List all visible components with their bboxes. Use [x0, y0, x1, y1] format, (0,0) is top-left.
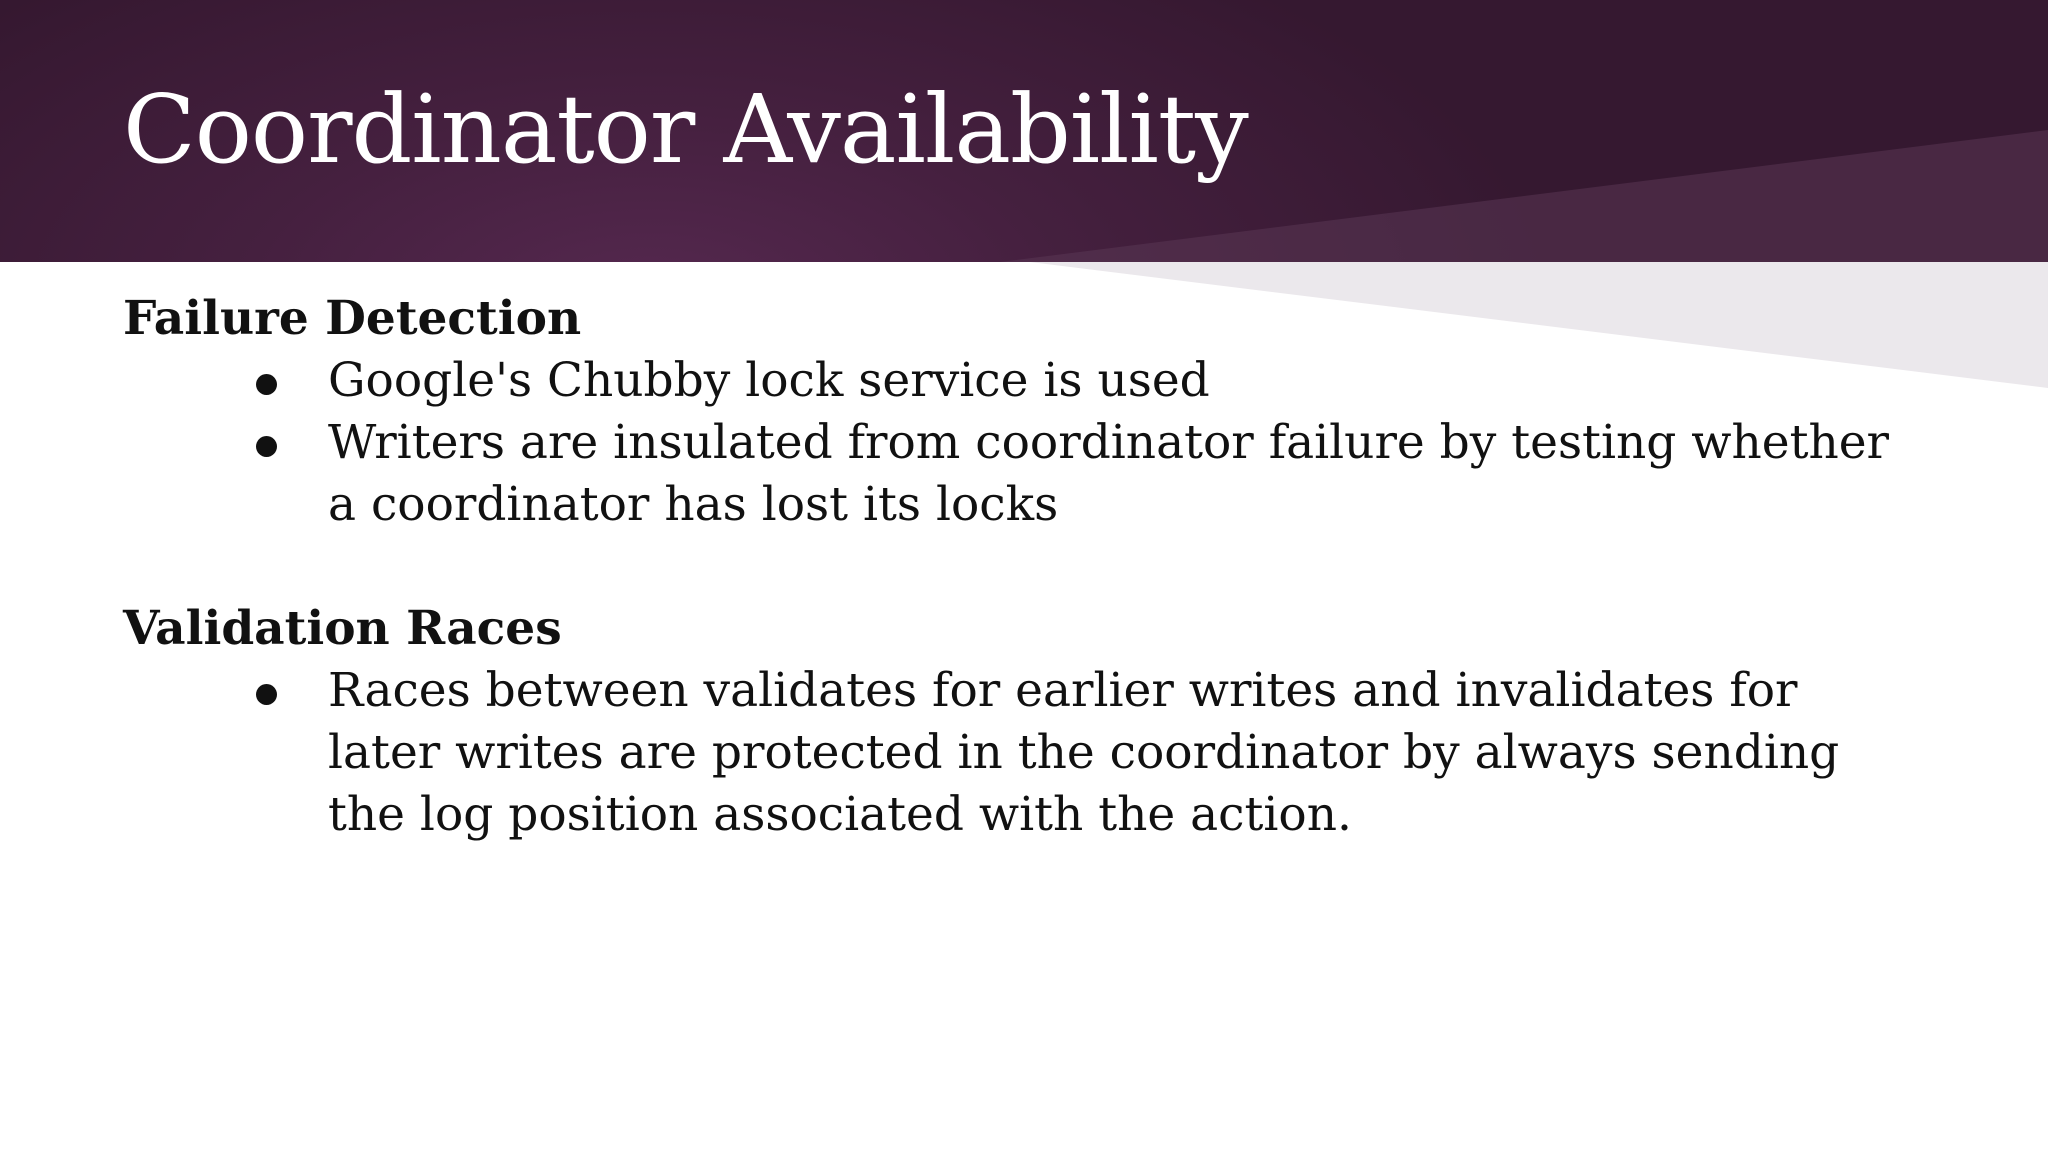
section-failure-detection [123, 288, 1903, 536]
bullet-list [123, 350, 1903, 536]
bullet-list [123, 660, 1903, 846]
bullet-icon [256, 436, 277, 457]
bullet-item [123, 660, 1903, 846]
bullet-text: Writers are insulated from coordinator failure by testing whether a coordinator has lost its locks [328, 415, 1890, 532]
bullet-text: Google's Chubby lock service is used [328, 353, 1210, 408]
section-heading: Failure Detection [123, 291, 582, 346]
slide-body [123, 288, 1903, 846]
slide-title: Coordinator Availability [123, 75, 1248, 185]
bullet-icon [256, 684, 277, 705]
bullet-text: Races between validates for earlier writes and invalidates for later writes are protected in the coordinator by always sending the log position associated with the action. [328, 663, 1840, 842]
bullet-icon [256, 374, 277, 395]
section-validation-races [123, 598, 1903, 846]
bullet-item [123, 350, 1903, 412]
section-heading: Validation Races [123, 601, 562, 656]
bullet-item [123, 412, 1903, 536]
